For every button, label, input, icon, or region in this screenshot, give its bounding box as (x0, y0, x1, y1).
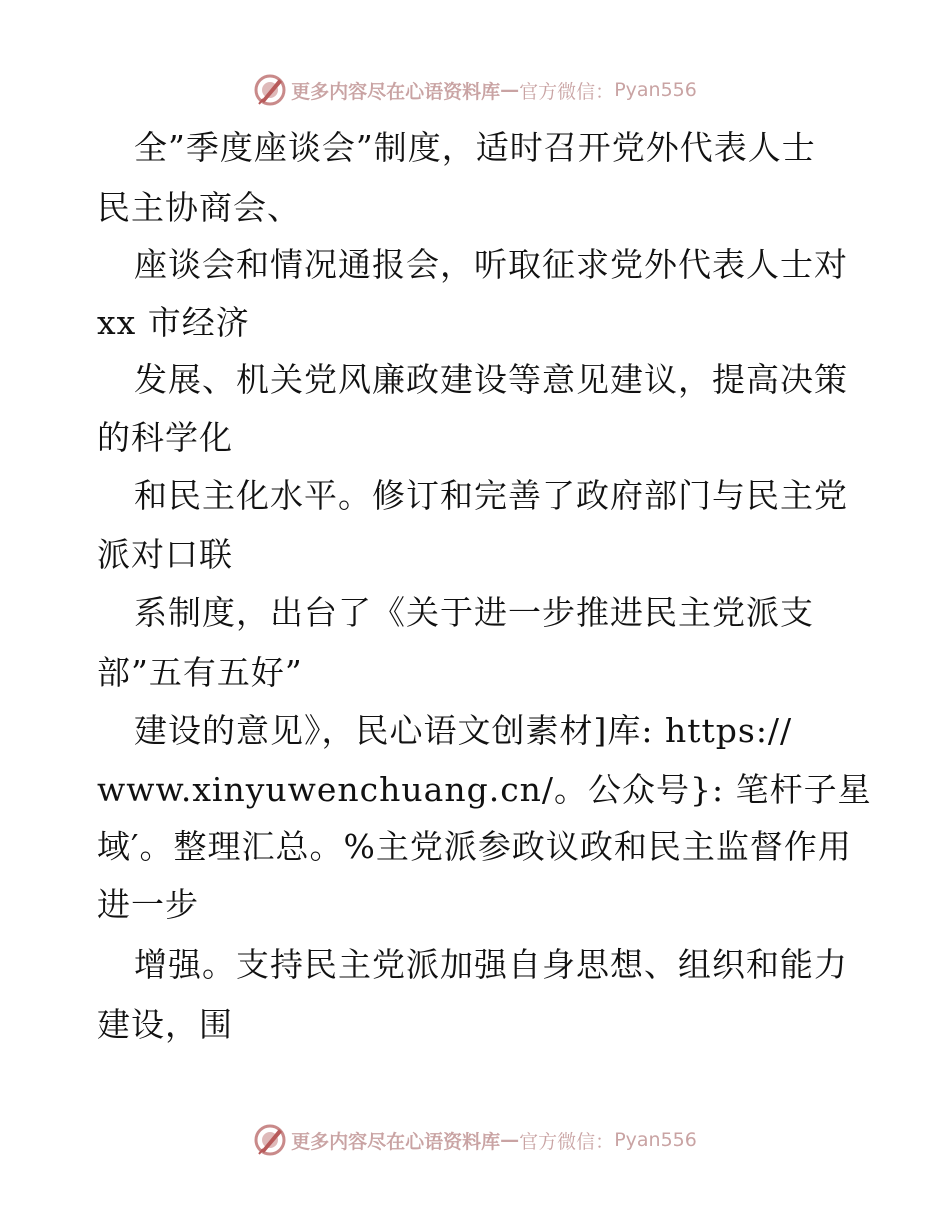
text-line: 发展、机关党风廉政建设等意见建议，提高决策 (134, 360, 848, 399)
text-line: 和民主化水平。修订和完善了政府部门与民主党 (134, 476, 848, 515)
text-line: 全”季度座谈会”制度，适时召开党外代表人士 (134, 128, 816, 167)
text-line: 进一步 (97, 885, 199, 924)
text-line: 系制度，出台了《关于进一步推进民主党派支 (134, 593, 814, 632)
footer-banner-text: 更多内容尽在心语资料库 (291, 1130, 501, 1153)
footer-contact-id: Pyan556 (614, 1129, 697, 1151)
text-line: xx 市经济 (97, 303, 250, 342)
text-line: 的科学化 (97, 418, 233, 457)
text-line: 建设的意见》，民心语文创素材]库: https:// (134, 711, 793, 750)
header-contact-label: 官方微信： (519, 80, 615, 103)
footer-contact-label: 官方微信： (519, 1130, 615, 1153)
text-line: 民主协商会、 (97, 188, 301, 227)
text-line: 建设，围 (97, 1005, 233, 1044)
text-line: www.xinyuwenchuang.cn/。公众号}: 笔杆子星 (97, 770, 872, 809)
header-banner-dash: — (500, 79, 520, 101)
header-banner-text: 更多内容尽在心语资料库 (291, 80, 501, 103)
quill-logo-icon (253, 1123, 287, 1157)
text-line: 域′。整理汇总。%主党派参政议政和民主监督作用 (97, 827, 852, 866)
text-line: 座谈会和情况通报会，听取征求党外代表人士对 (134, 245, 848, 284)
text-line: 增强。支持民主党派加强自身思想、组织和能力 (134, 945, 848, 984)
text-line: 派对口联 (97, 535, 233, 574)
footer-banner (0, 1120, 950, 1160)
text-line: 部”五有五好” (97, 653, 303, 692)
header-contact-id: Pyan556 (614, 79, 697, 101)
footer-banner-dash: — (500, 1129, 520, 1151)
